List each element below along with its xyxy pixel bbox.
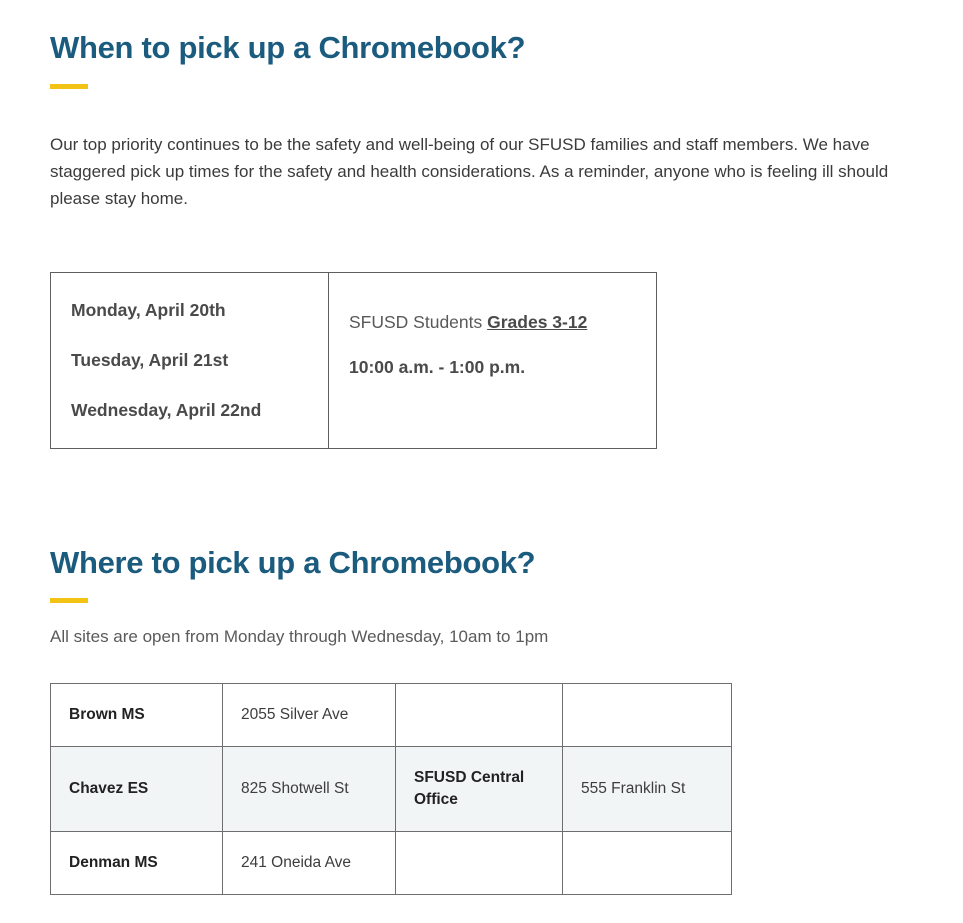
pickup-date: Monday, April 20th — [71, 299, 226, 320]
schedule-row — [51, 272, 657, 448]
site-name-cell: Brown MS — [51, 684, 223, 747]
schedule-table — [50, 272, 657, 449]
pickup-date: Tuesday, April 21st — [71, 349, 229, 370]
audience-grades: Grades 3-12 — [487, 311, 588, 332]
when-section-title: When to pick up a Chromebook? — [50, 30, 526, 65]
pickup-date: Wednesday, April 22nd — [71, 399, 262, 420]
location-row — [51, 747, 732, 832]
site-name-cell — [396, 684, 563, 747]
site-address-cell: 241 Oneida Ave — [223, 832, 396, 895]
site-name-cell: Chavez ES — [51, 747, 223, 832]
pickup-time: 10:00 a.m. - 1:00 p.m. — [349, 356, 526, 377]
pickup-dates-cell — [51, 272, 329, 448]
site-address-cell: 825 Shotwell St — [223, 747, 396, 832]
pickup-audience-cell — [329, 272, 657, 448]
accent-bar — [50, 598, 88, 603]
locations-table — [50, 683, 732, 895]
where-section — [50, 545, 913, 896]
audience-line — [349, 309, 636, 336]
where-subtitle: All sites are open from Monday through Wednesday, 10am to 1pm — [50, 627, 549, 647]
site-address-cell — [563, 832, 732, 895]
when-section — [50, 30, 913, 449]
site-address-cell: 2055 Silver Ave — [223, 684, 396, 747]
accent-bar — [50, 84, 88, 89]
site-name-cell — [396, 832, 563, 895]
location-row — [51, 684, 732, 747]
where-section-title: Where to pick up a Chromebook? — [50, 544, 536, 580]
site-address-cell: 555 Franklin St — [563, 747, 732, 832]
site-name-cell: SFUSD Central Office — [396, 747, 563, 832]
intro-paragraph: Our top priority continues to be the safety and well-being of our SFUSD families and staff members. We have staggered pick up times for the safety and health considerations. As a reminder, anyone who is feeling ill should please stay home. — [50, 134, 889, 208]
site-name-cell: Denman MS — [51, 832, 223, 895]
audience-prefix: SFUSD Students — [349, 311, 488, 332]
site-address-cell — [563, 684, 732, 747]
location-row — [51, 832, 732, 895]
